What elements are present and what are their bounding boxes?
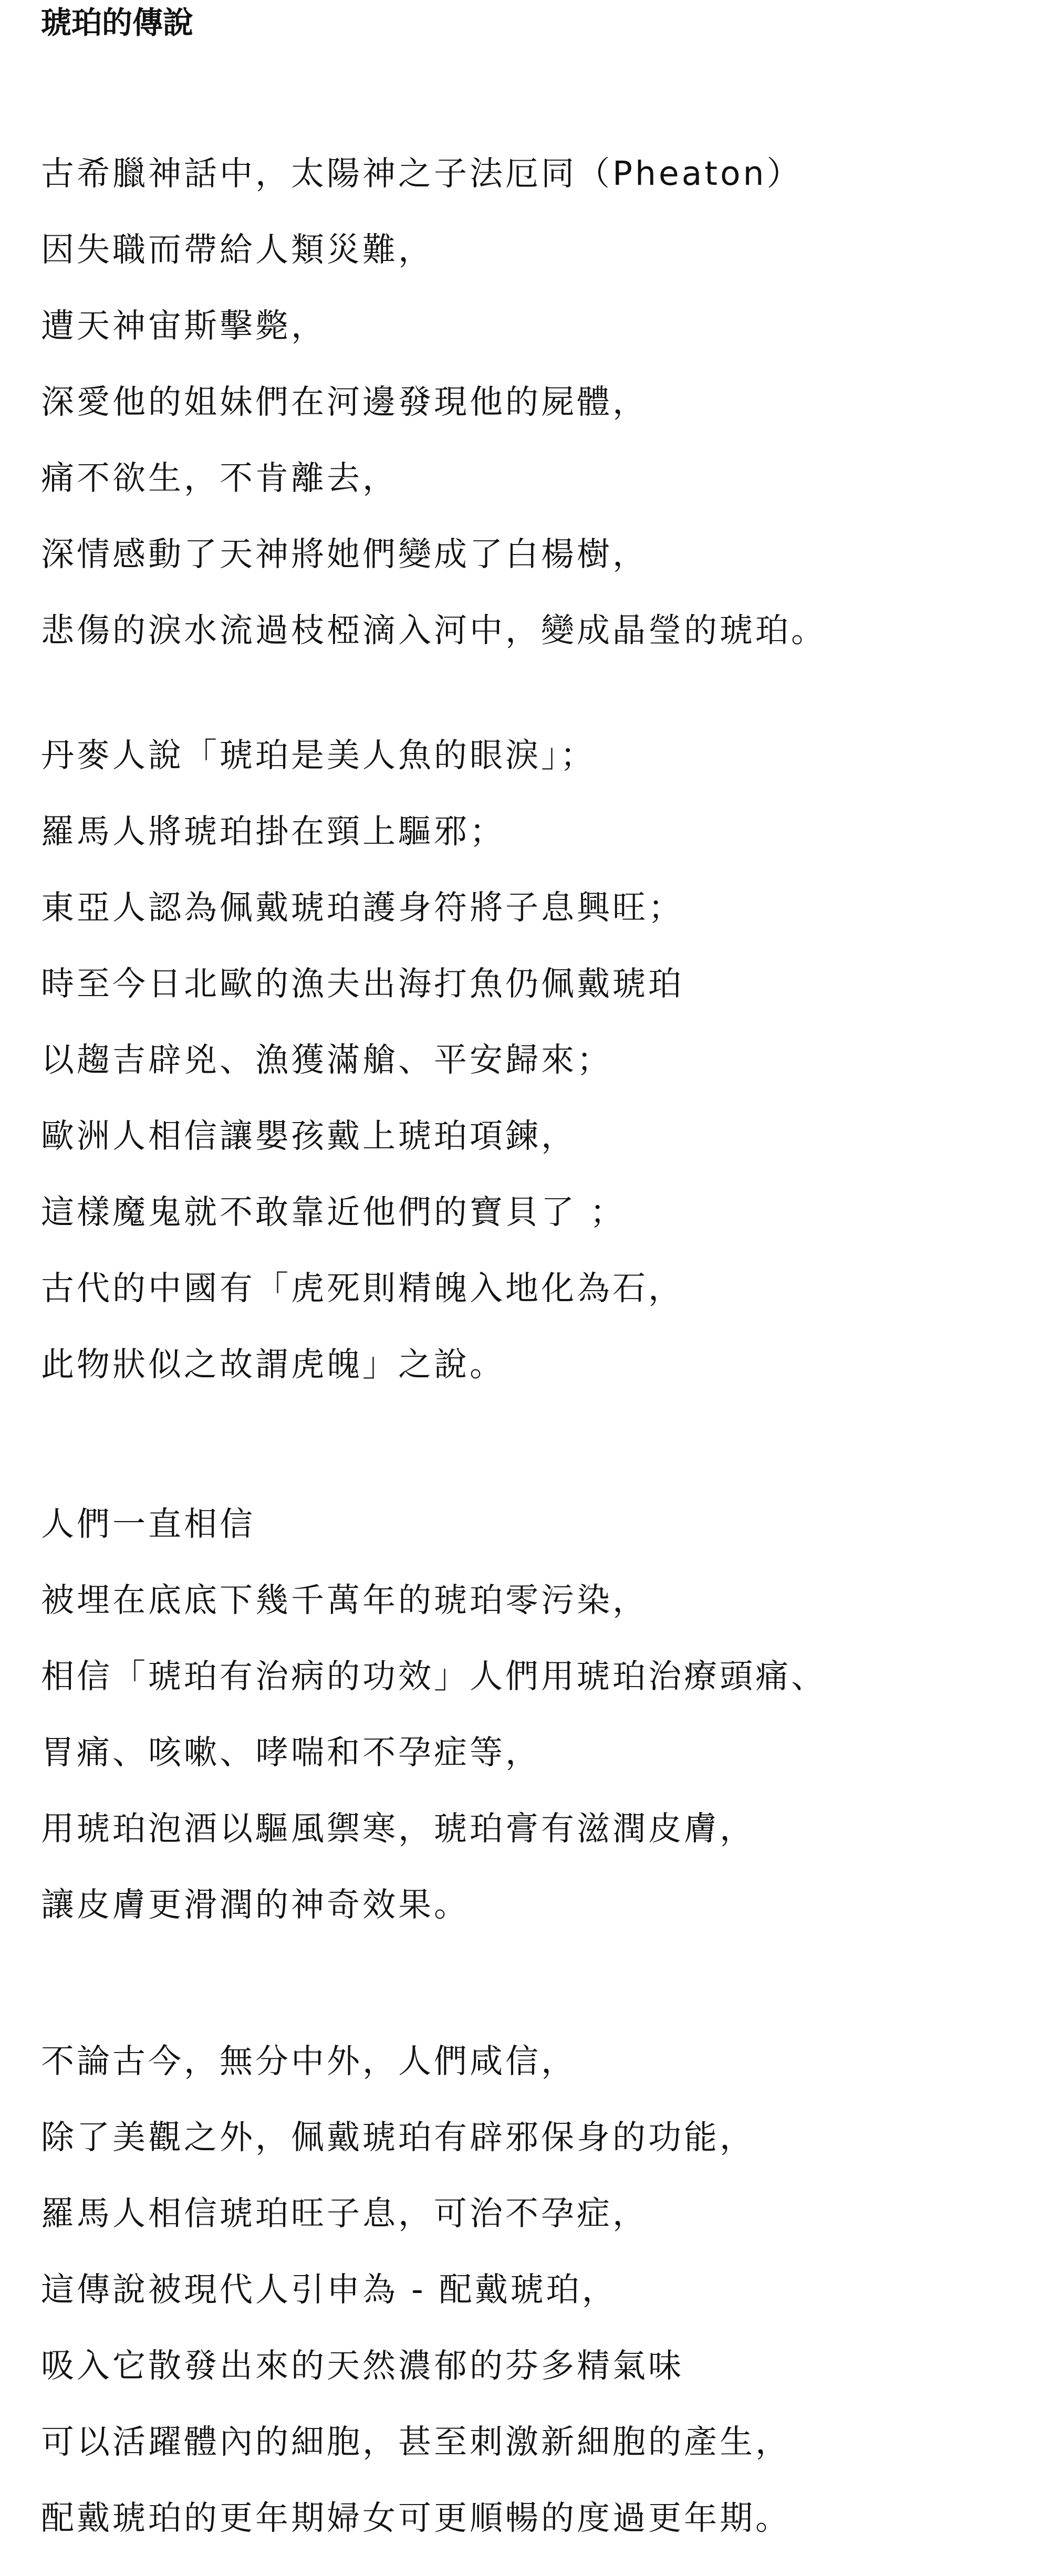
text-line: 此物狀似之故謂虎魄」之說。 <box>41 1345 505 1384</box>
paragraph-2 <box>41 717 1039 1402</box>
text-line: 丹麥人說「琥珀是美人魚的眼淚」； <box>41 736 596 774</box>
text-line: 古希臘神話中，太陽神之子法厄同（Pheaton） <box>41 154 803 193</box>
text-line: 這傳說被現代人引申為 - 配戴琥珀， <box>41 2270 618 2309</box>
text-line: 因失職而帶給人類災難， <box>41 231 434 269</box>
text-line: 歐洲人相信讓嬰孩戴上琥珀項鍊， <box>41 1117 577 1155</box>
text-line: 不論古今，無分中外，人們咸信， <box>41 2042 577 2080</box>
text-line: 胃痛、咳嗽、哮喘和不孕症等， <box>41 1733 541 1772</box>
text-line: 這樣魔鬼就不敢靠近他們的寶貝了 ； <box>41 1193 626 1231</box>
text-line: 以趨吉辟兇、漁獲滿艙、平安歸來； <box>41 1041 612 1079</box>
text-line: 痛不欲生，不肯離去， <box>41 459 398 497</box>
text-line: 可以活躍體內的細胞，甚至刺激新細胞的產生， <box>41 2423 791 2461</box>
paragraph-3 <box>41 1486 1039 1943</box>
text-line: 配戴琥珀的更年期婦女可更順暢的度過更年期。 <box>41 2499 791 2537</box>
text-line: 人們一直相信 <box>41 1505 255 1543</box>
text-line: 讓皮膚更滑潤的神奇效果。 <box>41 1886 470 1924</box>
article-title: 琥珀的傳說 <box>41 5 194 40</box>
text-line: 相信「琥珀有治病的功效」人們用琥珀治療頭痛、 <box>41 1657 827 1695</box>
paragraph-1 <box>41 135 1039 668</box>
text-line: 遭天神宙斯擊斃， <box>41 307 327 345</box>
text-line: 被埋在底底下幾千萬年的琥珀零污染， <box>41 1581 648 1619</box>
text-line: 古代的中國有「虎死則精魄入地化為石， <box>41 1269 684 1307</box>
text-line: 除了美觀之外，佩戴琥珀有辟邪保身的功能， <box>41 2118 755 2156</box>
text-line: 深情感動了天神將她們變成了白楊樹， <box>41 535 648 573</box>
paragraph-4 <box>41 2023 1039 2556</box>
text-line: 悲傷的淚水流過枝椏滴入河中，變成晶瑩的琥珀。 <box>41 611 827 650</box>
text-line: 深愛他的姐妹們在河邊發現他的屍體， <box>41 383 648 421</box>
text-line: 東亞人認為佩戴琥珀護身符將子息興旺； <box>41 888 684 927</box>
text-line: 吸入它散發出來的天然濃郁的芬多精氣味 <box>41 2347 684 2385</box>
text-line: 用琥珀泡酒以驅風禦寒，琥珀膏有滋潤皮膚， <box>41 1809 755 1848</box>
text-line: 羅馬人將琥珀掛在頸上驅邪； <box>41 812 505 851</box>
text-line: 羅馬人相信琥珀旺子息，可治不孕症， <box>41 2194 648 2233</box>
text-line: 時至今日北歐的漁夫出海打魚仍佩戴琥珀 <box>41 965 684 1003</box>
